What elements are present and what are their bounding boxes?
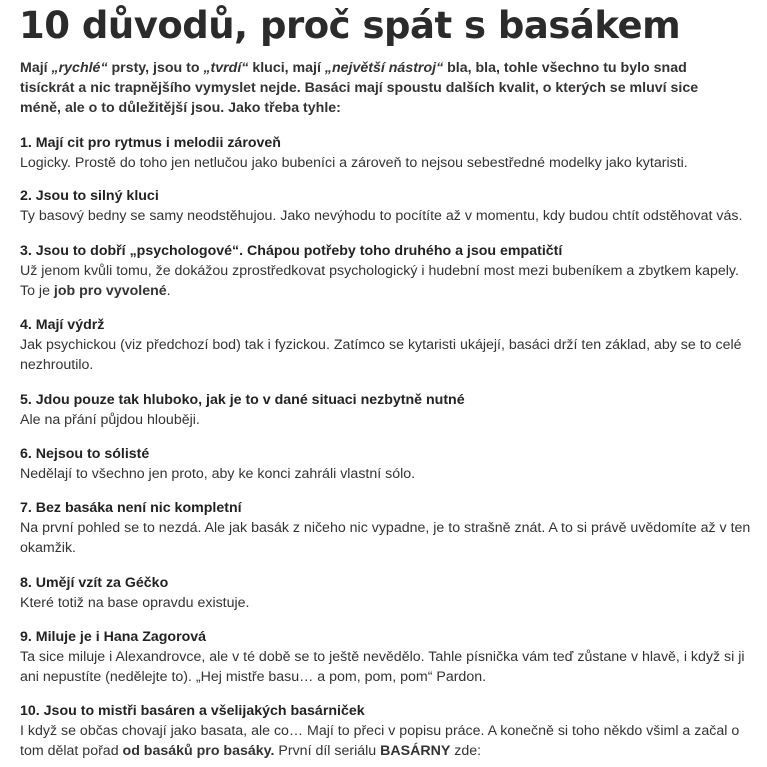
list-item [20, 627, 755, 687]
list-item-text [20, 721, 755, 761]
list-item-text: Ty basový bedny se samy neodstěhujou. Jako nevýhodu to pocítíte až v momentu, kdy budou chtít odstěhovat vás. [20, 208, 743, 224]
list-item-text: Které totiž na base opravdu existuje. [20, 595, 250, 611]
list-item [20, 186, 755, 226]
list-item-text [20, 261, 755, 301]
list-item-heading: 7. Bez basáka není nic kompletní [20, 500, 242, 516]
list-item-heading: 9. Miluje je i Hana Zagorová [20, 629, 207, 645]
list-item-heading: 8. Umějí vzít za Géčko [20, 575, 169, 591]
list-item-heading: 3. Jsou to dobří „psychologové“. Chápou potřeby toho druhého a jsou empatičtí [20, 243, 563, 259]
list-item-text: Logicky. Prostě do toho jen netlučou jako bubeníci a zároveň to nejsou sebestředné modelky jako kytaristi. [20, 155, 688, 171]
emphasis-series: BASÁRNY [380, 743, 451, 759]
intro-text: Mají [20, 60, 52, 76]
list-item [20, 701, 755, 761]
intro-text: prsty, jsou to [107, 60, 204, 76]
emphasis-show: od basáků pro basáky. [122, 743, 275, 759]
list-item-text-part: I když se občas chovají jako basata, ale co… Mají to přeci v popisu práce. A konečně si toho někdo všiml a začal o tom dělat pořad [20, 723, 740, 759]
list-item-text: Nedělají to všechno jen proto, aby ke konci zahráli vlastní sólo. [20, 466, 416, 482]
list-item-heading: 5. Jdou pouze tak hluboko, jak je to v dané situaci nezbytně nutné [20, 392, 465, 408]
emphasis-job: job pro vyvolené [53, 283, 167, 299]
list-item [20, 573, 755, 613]
list-item-heading: 2. Jsou to silný kluci [20, 188, 159, 204]
list-item-text: Ale na přání půjdou hlouběji. [20, 412, 200, 428]
list-item-text-part: . [166, 283, 171, 299]
list-item-text: Ta sice miluje i Alexandrovce, ale v té době se to ještě nevědělo. Tahle písnička vám teď zůstane v hlavě, i když si ji ani nepustíte (nedělejte to). „Hej mistře basu… a pom, pom, pom“ Pardon. [20, 649, 745, 685]
intro-quote: „tvrdí“ [203, 60, 249, 76]
page-title: 10 důvodů, proč spát s basákem [19, 4, 681, 47]
list-item [20, 390, 755, 430]
list-item [20, 133, 755, 173]
list-item-heading: 10. Jsou to mistři basáren a všelijakých basárniček [20, 703, 365, 719]
list-item [20, 241, 755, 301]
list-item [20, 444, 755, 484]
list-item-text-part: První díl seriálu [274, 743, 381, 759]
list-item [20, 498, 755, 558]
list-item-text: Jak psychickou (viz předchozí bod) tak i fyzickou. Zatímco se kytaristi ukájejí, basáci drží ten základ, aby se to celé nezhroutilo. [20, 337, 742, 373]
intro-quote: „rychlé“ [51, 60, 108, 76]
list-item-heading: 6. Nejsou to sólisté [20, 446, 150, 462]
intro-text: kluci, mají [248, 60, 325, 76]
intro-text: bla, bla, tohle všechno tu bylo snad tisíckrát a nic trapnějšího vymyslet nejde. Basáci mají spoustu dalších kvalit, o kterých se mluví sice méně, ale o to důležitější jsou. Jako třeba tyhle: [20, 60, 699, 116]
list-item-heading: 4. Mají výdrž [20, 317, 105, 333]
list-item-text: Na první pohled se to nezdá. Ale jak basák z ničeho nic vypadne, je to strašně znát. A to si právě uvědomíte až v ten okamžik. [20, 520, 751, 556]
intro-paragraph [20, 58, 740, 118]
list-item [20, 315, 755, 375]
intro-quote: „největší nástroj“ [324, 60, 444, 76]
list-item-text-part: zde: [450, 743, 482, 759]
list-item-heading: 1. Mají cit pro rytmus i melodii zároveň [20, 135, 281, 151]
list-item-text-part: Už jenom kvůli tomu, že dokážou zprostředkovat psychologický i hudební most mezi bubeníkem a zbytkem kapely. To je [20, 263, 739, 299]
